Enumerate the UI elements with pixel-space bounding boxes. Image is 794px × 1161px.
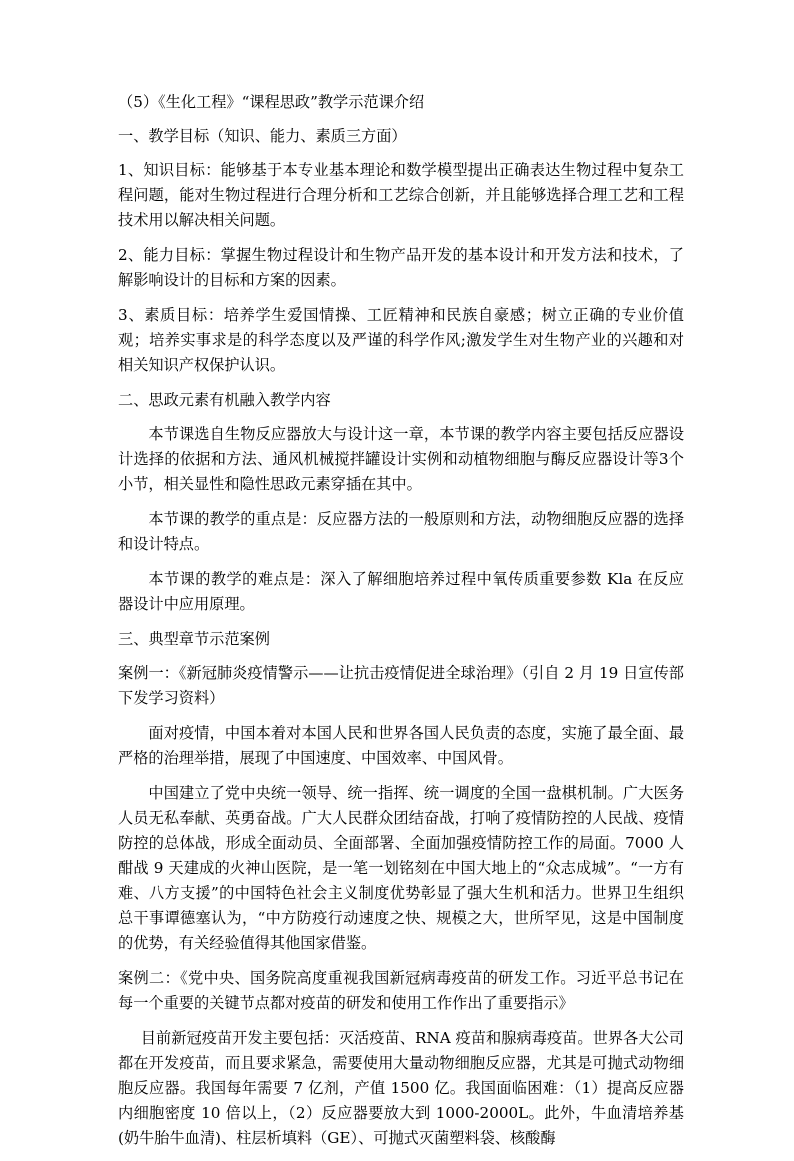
case-two-title: 案例二：《党中央、国务院高度重视我国新冠病毒疫苗的研发工作。习近平总书记在每一个重要的关键节点都对疫苗的研发和使用工作作出了重要指示》 [118, 969, 684, 1012]
case-one-paragraph: 面对疫情，中国本着对本国人民和世界各国人民负责的态度，实施了最全面、最严格的治理举措，展现了中国速度、中国效率、中国风骨。 [118, 724, 684, 767]
knowledge-goal-paragraph: 1、知识目标：能够基于本专业基本理论和数学模型提出正确表达生物过程中复杂工程问题，能对生物过程进行合理分析和工艺综合创新，并且能够选择合理工艺和工程技术用以解决相关问题。 [118, 161, 684, 229]
quality-goal-paragraph: 3、素质目标：培养学生爱国情操、工匠精神和民族自豪感；树立正确的专业价值观；培养实事求是的科学态度以及严谨的科学作风;激发学生对生物产业的兴趣和对相关知识产权保护认识。 [118, 306, 684, 374]
document-title: （5）《生化工程》“课程思政”教学示范课介绍 [118, 93, 425, 111]
lesson-content-paragraph: 本节课选自生物反应器放大与设计这一章，本节课的教学内容主要包括反应器设计选择的依据和方法、通风机械搅拌罐设计实例和动植物细胞与酶反应器设计等3个小节，相关显性和隐性思政元素穿插在其中。 [118, 425, 684, 493]
section-heading-teaching-goals: 一、教学目标（知识、能力、素质三方面） [118, 127, 407, 145]
lesson-difficulties-paragraph: 本节课的教学的难点是：深入了解细胞培养过程中氧传质重要参数 Kla 在反应器设计中应用原理。 [118, 570, 684, 613]
document-body [118, 90, 684, 1161]
ability-goal-paragraph: 2、能力目标：掌握生物过程设计和生物产品开发的基本设计和开发方法和技术，了解影响设计的目标和方案的因素。 [118, 246, 684, 289]
lesson-key-points-paragraph: 本节课的教学的重点是：反应器方法的一般原则和方法，动物细胞反应器的选择和设计特点。 [118, 510, 684, 553]
section-heading-typical-cases: 三、典型章节示范案例 [118, 630, 270, 648]
case-one-paragraph: 中国建立了党中央统一领导、统一指挥、统一调度的全国一盘棋机制。广大医务人员无私奉献、英勇奋战。广大人民群众团结奋战，打响了疫情防控的人民战、疫情防控的总体战，形成全面动员、全面部署、全面加强疫情防控工作的局面。7000 人酣战 9 天建成的火神山医院，是一笔一划铭刻在中国大地上的“众志成城”。“一方有难、八方支援”的中国特色社会主义制度优势彰显了强大生机和活力。世界卫生组织总干事谭德塞认为，“中方防疫行动速度之快、规模之大，世所罕见，这是中国制度的优势，有关经验值得其他国家借鉴。 [118, 784, 684, 952]
section-heading-ideology-elements: 二、思政元素有机融入教学内容 [118, 391, 331, 409]
case-two-paragraph: 目前新冠疫苗开发主要包括：灭活疫苗、RNA 疫苗和腺病毒疫苗。世界各大公司都在开发疫苗，而且要求紧急，需要使用大量动物细胞反应器，尤其是可抛式动物细胞反应器。我国每年需要 7 亿剂，产值 1500 亿。我国面临困难：（1）提高反应器内细胞密度 10 倍以上，（2）反应器要放大到 1000-2000L。此外，牛血清培养基(奶牛胎牛血清)、柱层析填料（GE）、可抛式灭菌塑料袋、核酸酶 [118, 1029, 684, 1147]
case-one-title: 案例一：《新冠肺炎疫情警示——让抗击疫情促进全球治理》（引自 2 月 19 日宣传部下发学习资料） [118, 664, 684, 707]
